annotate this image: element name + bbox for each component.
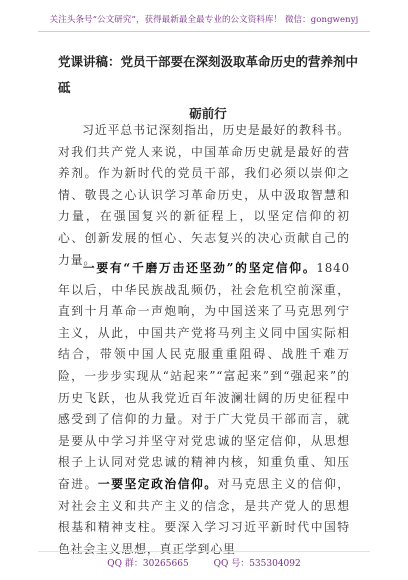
document-title	[58, 49, 358, 127]
header-banner: 关注头条号“公文研究”，获得最新最全最专业的公文资料库！ 微信：gongwenyj	[49, 15, 359, 25]
footer-qq-group: QQ 群：30265665	[107, 559, 189, 569]
paragraph-lead-heading: 一要有“千磨万击还坚劲”的坚定信仰。	[82, 261, 317, 275]
paragraph-faith-text-a: 1840 年以后，中华民族战乱频仍，社会危机空前深重，直到十月革命一声炮响，为中国送来了马克思列宁主义，从此，中国共产党将马列主义同中国实际相结合，带领中国人民克服重重阻碍、战胜千难万险，一步步实现从“站起来”“富起来”到“强起来”的历史飞跃，也从我党近百年波澜壮阔的历史征程中感受到了信仰的力量。对于广大党员干部而言，就是要从中学习并坚守对党忠诚的坚定信仰，从思想根子上认同对党忠诚的精神内核，知重负重、知压奋进。	[58, 261, 350, 491]
footer-divider	[38, 551, 370, 552]
title-line-1: 党课讲稿：党员干部要在深刻汲取革命历史的营养剂中砥	[58, 54, 359, 95]
title-line-2: 砺前行	[189, 106, 227, 121]
paragraph-intro-text: 习近平总书记深刻指出，历史是最好的教科书。对我们共产党人来说，中国革命历史就是最好的营养剂。作为新时代的党员干部，我们必须以崇仰之情、敬畏之心认识学习革命历史，从中汲取智慧和力量，在强国复兴的新征程上，以坚定信仰的初心、创新发展的恒心、矢志复兴的决心贡献自己的力量。	[58, 123, 350, 267]
paragraph-intro	[58, 120, 350, 271]
footer-qq-number: QQ 号：535304092	[213, 559, 301, 569]
header-divider	[38, 31, 370, 32]
paragraph-faith-text-c: 对马克思主义的信仰，对社会主义和共产主义的信念，是共产党人的思想根基和精神支柱。要深入学习习近平新时代中国特色社会主义思想，真正学到心里	[58, 476, 350, 556]
paragraph-subheading: 一要坚定政治信仰。	[97, 476, 218, 491]
paragraph-faith	[58, 258, 350, 560]
footer	[0, 556, 408, 569]
